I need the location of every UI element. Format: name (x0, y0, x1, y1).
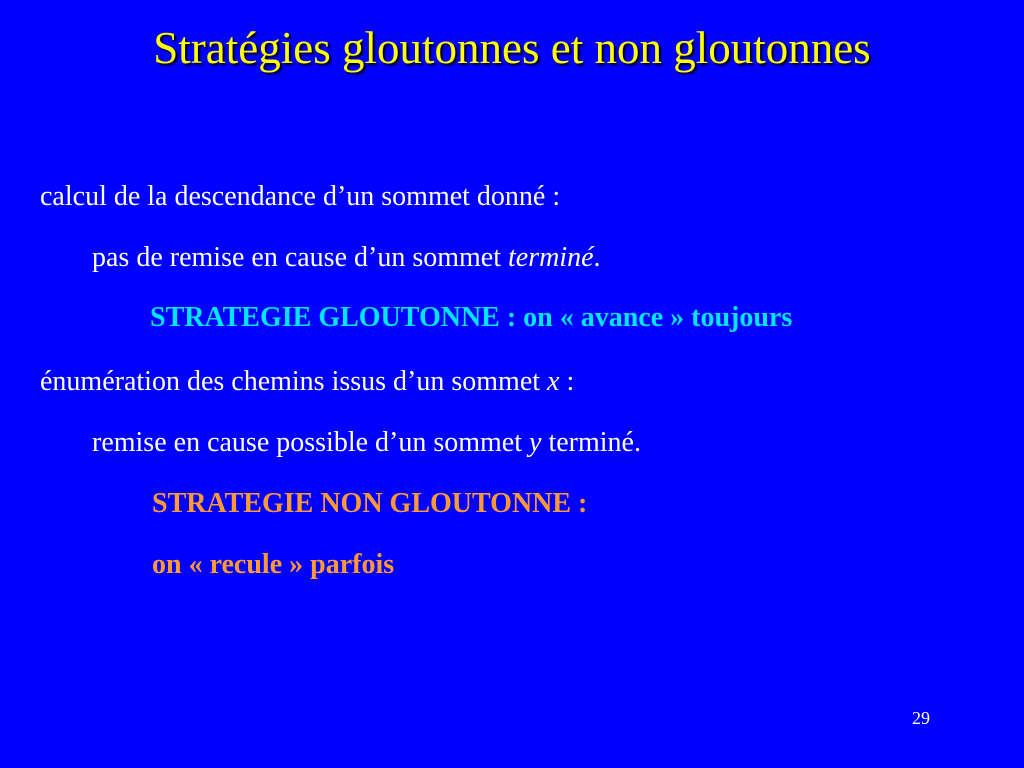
text-segment: . (593, 242, 601, 273)
text-line-no-reconsideration (92, 242, 601, 274)
text-line-path-enumeration (40, 366, 574, 398)
text-segment: terminé. (541, 427, 641, 458)
text-segment: pas de remise en cause d’un sommet (92, 242, 508, 273)
italic-term-termine: terminé (507, 242, 594, 273)
text-line-descendance: calcul de la descendance d’un sommet donné : (40, 181, 561, 212)
text-segment: remise en cause possible d’un sommet (92, 427, 530, 458)
non-greedy-strategy-line: STRATEGIE NON GLOUTONNE : (152, 488, 588, 519)
page-number: 29 (912, 708, 930, 728)
italic-variable-x: x (547, 366, 560, 397)
text-line-possible-reconsideration (92, 427, 641, 459)
greedy-strategy-line: STRATEGIE GLOUTONNE : on « avance » toujours (150, 302, 793, 333)
text-segment: énumération des chemins issus d’un sommet (40, 366, 548, 397)
slide-title: Stratégies gloutonnes et non gloutonnes (153, 23, 871, 73)
italic-variable-y: y (529, 427, 542, 458)
non-greedy-strategy-detail: on « recule » parfois (152, 549, 395, 580)
text-segment: : (559, 366, 575, 397)
